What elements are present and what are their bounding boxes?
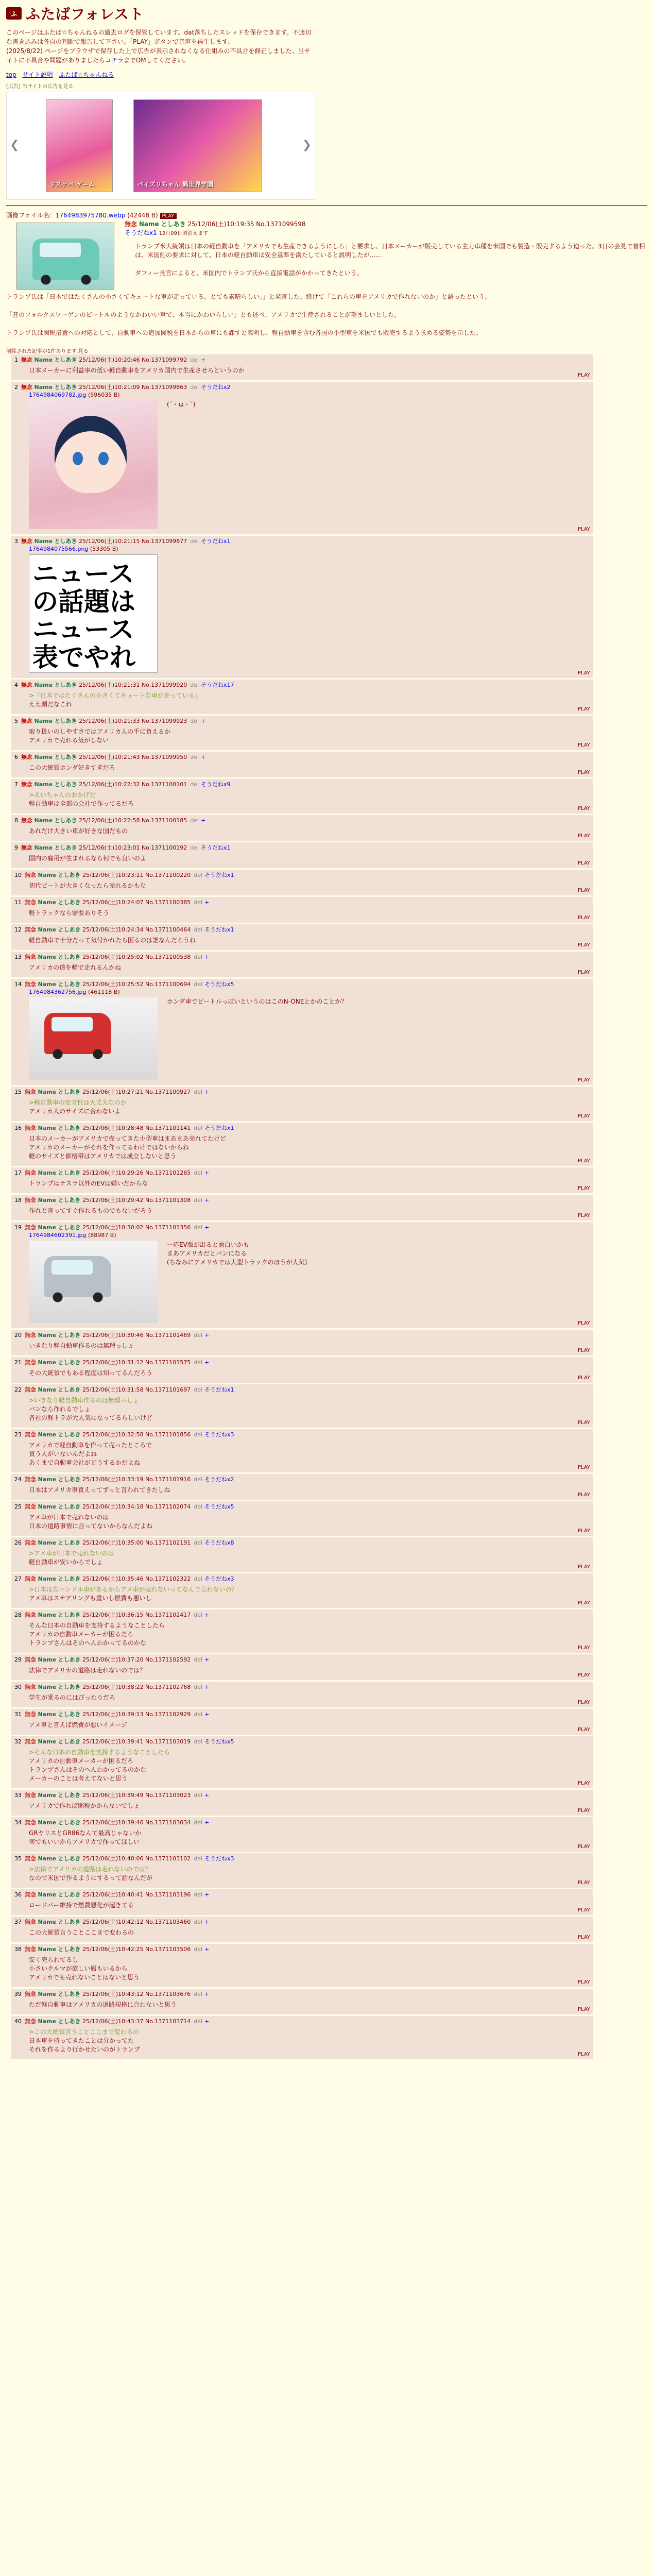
sodane-button[interactable]: そうだねx1 bbox=[204, 872, 234, 878]
play-button[interactable]: PLAY bbox=[577, 915, 590, 921]
play-button[interactable]: PLAY bbox=[577, 1213, 590, 1218]
play-button[interactable]: PLAY bbox=[577, 970, 590, 975]
reply-body: 軽トラックなら需要ありそう bbox=[29, 909, 109, 917]
reply-list bbox=[6, 354, 647, 2059]
op-body-cont: トランプ氏は「日本ではたくさんの小さくてキュートな車が走っている。とても素晴らしい。」と発言した。続けて「これらの車をアメリカで作れないのか」と語ったという。 「昔のフォルクスワーゲンのビートルのようなかわいい車で、本当にかわいらしい」とも述べ、アメリカで生産されることが望ましいとした。 トランプ氏は関税措置への対応として、自動車への追加関税を日本からの車にも課すと表明し、軽自動車を含む各国の小型車を米国でも販売するよう求める姿勢を示した。 bbox=[6, 293, 491, 336]
reply-body: 国内の雇用が生まれるなら何でも良いのよ bbox=[29, 855, 147, 862]
reply-file-line: 1764984602391.jpg (88987 B) bbox=[29, 1232, 116, 1239]
sodane-button[interactable]: そうだねx1 bbox=[204, 1125, 234, 1131]
sodane-button[interactable]: + bbox=[204, 1991, 210, 1997]
nav-futaba-link[interactable]: ふたば☆ちゃんねる bbox=[59, 71, 114, 78]
sodane-button[interactable]: + bbox=[204, 1946, 210, 1953]
reply-header: 20 無念 Name としあき 25/12/06(土)10:30:46 No.1371101469 del + bbox=[14, 1332, 210, 1338]
reply-header: 33 無念 Name としあき 25/12/06(土)10:39:49 No.1371103023 del + bbox=[14, 1792, 210, 1799]
del-button[interactable]: del bbox=[194, 1170, 203, 1176]
divider bbox=[6, 205, 647, 206]
del-button[interactable]: del bbox=[194, 1386, 203, 1393]
sodane-button[interactable]: そうだねx1 bbox=[201, 538, 231, 545]
reply-post bbox=[11, 1330, 593, 1355]
reply-header: 37 無念 Name としあき 25/12/06(土)10:42:12 No.1371103460 del + bbox=[14, 1919, 210, 1925]
reply-header: 38 無念 Name としあき 25/12/06(土)10:42:25 No.1371103506 del + bbox=[14, 1946, 210, 1953]
reply-post bbox=[11, 897, 593, 923]
reply-body: この大統領ホンダ好きすぎだろ bbox=[29, 764, 115, 771]
reply-body: 作れと言ってすぐ作れるものでもないだろう bbox=[29, 1207, 153, 1214]
reply-post bbox=[11, 354, 593, 380]
sodane-button[interactable]: そうだねx2 bbox=[204, 1476, 234, 1483]
reply-body: (´・ω・`) bbox=[167, 401, 196, 408]
sodane-button[interactable]: そうだねx1 bbox=[204, 1386, 234, 1393]
del-button[interactable]: del bbox=[194, 1359, 203, 1366]
play-button[interactable]: PLAY bbox=[577, 1880, 590, 1886]
play-button[interactable]: PLAY bbox=[577, 2052, 590, 2057]
reply-header: 13 無念 Name としあき 25/12/06(土)10:25:02 No.1371100538 del + bbox=[14, 954, 210, 960]
reply-body: ただ軽自動車はアメリカの道路規格に合わないと思う bbox=[29, 2001, 177, 2008]
reply-post bbox=[11, 680, 593, 714]
sodane-button[interactable]: + bbox=[201, 754, 206, 760]
reply-post bbox=[11, 1123, 593, 1166]
sodane-button[interactable]: + bbox=[204, 1711, 210, 1718]
sodane-button[interactable]: そうだねx1 bbox=[204, 926, 234, 933]
reply-body: 初代ビートが大きくなったら売れるかもな bbox=[29, 882, 146, 889]
sodane-button[interactable]: そうだねx5 bbox=[204, 1738, 234, 1745]
reply-post bbox=[11, 1357, 593, 1383]
nav-top-link[interactable]: top bbox=[6, 71, 16, 78]
car-image bbox=[44, 1013, 111, 1054]
del-button[interactable]: del bbox=[194, 1197, 203, 1204]
reply-body: いきなり軽自動車作るのは無理っしょ bbox=[29, 1342, 134, 1349]
del-button[interactable]: del bbox=[194, 1819, 203, 1826]
del-button[interactable]: del bbox=[194, 1738, 203, 1745]
reply-post bbox=[11, 842, 593, 868]
play-button[interactable]: PLAY bbox=[577, 888, 590, 893]
file-link[interactable]: 1764984069782.jpg bbox=[29, 392, 87, 398]
reply-body: GRヤリスとGR86なんて最高じゃないか 何でもいいからアメリカで作ってほしい bbox=[29, 1829, 142, 1845]
sodane-button[interactable]: + bbox=[204, 1089, 210, 1095]
reply-header: 26 無念 Name としあき 25/12/06(土)10:35:00 No.1371102191 del そうだねx8 bbox=[14, 1539, 234, 1546]
reply-thumbnail[interactable] bbox=[29, 997, 158, 1080]
reply-body: >この大統領言うことここまで変わるの 日本車を持ってきたことは分かってた それを作るより行かせたいのがトランプ bbox=[29, 2028, 141, 2053]
reply-post bbox=[11, 1087, 593, 1121]
reply-post bbox=[11, 1709, 593, 1735]
play-button[interactable]: PLAY bbox=[577, 706, 590, 712]
reply-body: 安く売られてるし 小さいクルマが欲しい層もいるから アメリカでも売れないことはないと思う bbox=[29, 1956, 140, 1981]
reply-header: 8 無念 Name としあき 25/12/06(土)10:22:58 No.1371100185 del + bbox=[14, 817, 206, 824]
reply-header: 34 無念 Name としあき 25/12/06(土)10:39:46 No.1371103034 del + bbox=[14, 1819, 210, 1826]
reply-header: 31 無念 Name としあき 25/12/06(土)10:39:13 No.1371102929 del + bbox=[14, 1711, 210, 1718]
play-button[interactable]: PLAY bbox=[577, 1781, 590, 1786]
op-file-line: 画像ファイル名：1764983975780.webp (42448 B) PLAY bbox=[6, 211, 647, 219]
car-image bbox=[44, 1256, 111, 1297]
op-file-link[interactable]: 1764983975780.webp bbox=[55, 212, 126, 219]
sodane-button[interactable]: + bbox=[204, 1819, 210, 1826]
reply-header: 1 無念 Name としあき 25/12/06(土)10:20:46 No.1371099792 del + bbox=[14, 357, 206, 363]
reply-post bbox=[11, 1474, 593, 1500]
reply-post bbox=[11, 1537, 593, 1572]
sodane-button[interactable]: そうだねx1 bbox=[201, 844, 231, 851]
reply-body: ロードバー維持で燃費悪化が起きてる bbox=[29, 1902, 134, 1909]
ad-carousel bbox=[6, 92, 315, 200]
reply-body: その大統領でもある程度は知ってるんだろう bbox=[29, 1369, 153, 1377]
reply-body: あれだけ大きい車が好きな国だもの bbox=[29, 827, 128, 835]
reply-header: 11 無念 Name としあき 25/12/06(土)10:24:07 No.1371100385 del + bbox=[14, 899, 210, 906]
play-button[interactable]: PLAY bbox=[577, 1727, 590, 1733]
play-button[interactable]: PLAY bbox=[577, 1348, 590, 1353]
del-button[interactable]: del bbox=[194, 899, 203, 906]
sodane-button[interactable]: そうだねx5 bbox=[204, 1503, 234, 1510]
reply-post bbox=[11, 1384, 593, 1428]
reply-body: 取り扱いのしやすさではアメリカ人の手に負えるか アメリカで売れる気がしない bbox=[29, 728, 171, 744]
play-button[interactable]: PLAY bbox=[577, 670, 590, 676]
play-button[interactable]: PLAY bbox=[577, 942, 590, 948]
reply-body: 日本メーカーに利益率の低い軽自動車をアメリカ国内で生産させろというのか bbox=[29, 367, 245, 374]
reply-thumbnail[interactable] bbox=[29, 554, 158, 673]
reply-header: 5 無念 Name としあき 25/12/06(土)10:21:33 No.1371099923 del + bbox=[14, 718, 206, 724]
del-button[interactable]: del bbox=[194, 1224, 203, 1231]
del-button[interactable]: del bbox=[190, 384, 199, 391]
sodane-button[interactable]: そうだねx8 bbox=[204, 1539, 234, 1546]
reply-post bbox=[11, 1790, 593, 1816]
sodane-button[interactable]: + bbox=[204, 899, 210, 906]
reply-post bbox=[11, 1573, 593, 1608]
reply-header: 22 無念 Name としあき 25/12/06(土)10:31:58 No.1371101697 del そうだねx1 bbox=[14, 1386, 234, 1393]
reply-header: 24 無念 Name としあき 25/12/06(土)10:33:19 No.1371101916 del そうだねx2 bbox=[14, 1476, 234, 1483]
reply-body: アメリカの道を軽で走れるんかね bbox=[29, 964, 122, 971]
play-button[interactable]: PLAY bbox=[577, 1907, 590, 1913]
ad-caption: ドスケベ ゲーム bbox=[49, 181, 95, 188]
play-button[interactable]: PLAY bbox=[577, 1979, 590, 1985]
reply-body: 法律でアメリカの道路は走れないのでは？ bbox=[29, 1667, 146, 1674]
sodane-button[interactable]: + bbox=[204, 1919, 210, 1925]
play-button[interactable]: PLAY bbox=[577, 1844, 590, 1850]
ad-label: [広告] 当サイトの広告を見る bbox=[6, 84, 74, 90]
reply-body: アメ車が日本で売れないのは 日本の道路事情に合ってないからなんだよね bbox=[29, 1514, 153, 1530]
reply-header: 39 無念 Name としあき 25/12/06(土)10:43:12 No.1371103676 del + bbox=[14, 1991, 210, 1997]
ad-caption: パイズリちゃん 異世界学園 bbox=[137, 181, 214, 188]
reply-header: 6 無念 Name としあき 25/12/06(土)10:21:43 No.1371099950 del + bbox=[14, 754, 206, 760]
reply-body: >法律でアメリカの道路は走れないのでは？ なので米国で作るようにするって話なんだが bbox=[29, 1866, 153, 1882]
notice-line: このページはふたば☆ちゃんねるの過去ログを保管しています。dat落ちしたスレッドを保存できます。不適切な書き込みは各自の判断で報告して下さい。「PLAY」ボタンで音声を再生します。 bbox=[6, 29, 312, 45]
del-button[interactable]: del bbox=[194, 1089, 203, 1095]
del-button[interactable]: del bbox=[194, 1711, 203, 1718]
reply-body: トランプはテスラ以外のEVは嫌いだからな bbox=[29, 1180, 148, 1187]
play-button[interactable]: PLAY bbox=[577, 372, 590, 378]
sodane-button[interactable]: そうだねx5 bbox=[204, 981, 234, 988]
play-button[interactable]: PLAY bbox=[577, 806, 590, 811]
del-button[interactable]: del bbox=[194, 1855, 203, 1862]
sodane-button[interactable]: + bbox=[204, 1224, 210, 1231]
reply-post bbox=[11, 870, 593, 895]
sodane-button[interactable]: そうだねx1 bbox=[125, 229, 157, 236]
reply-body: >いきなり軽自動車作るのは無理っしょ バンなら作れるでしょ 各社の軽トラが大人気になってるらしいけど bbox=[29, 1397, 153, 1421]
reply-post bbox=[11, 1167, 593, 1193]
reply-post bbox=[11, 924, 593, 950]
reply-body: >日本は左ハンドル車があるからアメ車が売れないってなんで言わないの？ アメ車はステアリングも重いし燃費も悪いし bbox=[29, 1586, 238, 1602]
sodane-button[interactable]: + bbox=[204, 1359, 210, 1366]
reply-post bbox=[11, 536, 593, 678]
del-button[interactable]: del bbox=[194, 1431, 203, 1438]
play-button[interactable]: PLAY bbox=[577, 1808, 590, 1814]
reply-header: 10 無念 Name としあき 25/12/06(土)10:23:11 No.1371100220 del そうだねx1 bbox=[14, 872, 234, 878]
reply-header: 16 無念 Name としあき 25/12/06(土)10:28:48 No.1371101141 del そうだねx1 bbox=[14, 1125, 234, 1131]
del-button[interactable]: del bbox=[194, 1503, 203, 1510]
reply-header: 12 無念 Name としあき 25/12/06(土)10:24:34 No.1371100464 del そうだねx1 bbox=[14, 926, 234, 933]
reply-body: >えいちゃんのおかげだ 軽自動車は全部の会社で作ってるだろ bbox=[29, 791, 134, 807]
sodane-button[interactable]: + bbox=[204, 1170, 210, 1176]
sodane-button[interactable]: そうだねx3 bbox=[204, 1431, 234, 1438]
del-button[interactable]: del bbox=[194, 1792, 203, 1799]
reply-body: そんな日本の自動車を支持するようなことしたら アメリカの自動車メーカーが困るだろ トランプさんはそのへんわかってるのかな bbox=[29, 1622, 165, 1647]
reply-header: 36 無念 Name としあき 25/12/06(土)10:40:41 No.1371103196 del + bbox=[14, 1891, 210, 1898]
reply-post bbox=[11, 1889, 593, 1915]
play-button[interactable]: PLAY bbox=[577, 742, 590, 748]
del-button[interactable]: del bbox=[190, 718, 199, 724]
reply-header: 21 無念 Name としあき 25/12/06(土)10:31:12 No.1371101575 del + bbox=[14, 1359, 210, 1366]
reply-header: 23 無念 Name としあき 25/12/06(土)10:32:58 No.1371101856 del そうだねx3 bbox=[14, 1431, 234, 1438]
site-title[interactable]: ふたばフォレスト bbox=[26, 6, 144, 23]
reply-post bbox=[11, 1682, 593, 1707]
del-button[interactable]: del bbox=[194, 1125, 203, 1131]
sodane-button[interactable]: + bbox=[204, 1891, 210, 1898]
reply-body: 学生が乗るのにはぴったりだろ bbox=[29, 1694, 116, 1701]
reply-header: 19 無念 Name としあき 25/12/06(土)10:30:02 No.1371101356 del + bbox=[14, 1224, 210, 1231]
reply-header: 4 無念 Name としあき 25/12/06(土)10:21:31 No.1371099920 del そうだねx17 bbox=[14, 682, 234, 688]
reply-header: 7 無念 Name としあき 25/12/06(土)10:22:32 No.1371100101 del そうだねx9 bbox=[14, 781, 231, 788]
reply-body: 軽自動車で十分だって気付かれたら困るのは誰なんだろうね bbox=[29, 937, 196, 944]
reply-post bbox=[11, 2016, 593, 2059]
site-header bbox=[6, 3, 647, 24]
reply-header: 35 無念 Name としあき 25/12/06(土)10:40:06 No.1371103102 del そうだねx3 bbox=[14, 1855, 234, 1862]
sodane-button[interactable]: + bbox=[201, 817, 206, 824]
ad-banner[interactable] bbox=[46, 99, 113, 192]
play-button[interactable]: PLAY bbox=[577, 833, 590, 839]
reply-body: ホンダ車でビートルっぽいというのはこのN-ONEとかのことか？ bbox=[167, 998, 348, 1005]
sodane-button[interactable]: + bbox=[201, 718, 206, 724]
reply-post bbox=[11, 1736, 593, 1788]
file-link[interactable]: 1764984602391.jpg bbox=[29, 1232, 87, 1239]
sodane-button[interactable]: + bbox=[204, 1656, 210, 1663]
reply-header: 15 無念 Name としあき 25/12/06(土)10:27:21 No.1371100927 del + bbox=[14, 1089, 210, 1095]
del-button[interactable]: del bbox=[194, 1946, 203, 1953]
reply-body: アメリカで軽自動車を作って売ったところで 買う人がいないんだよね あくまで自動車会社がどうするかだよね bbox=[29, 1442, 152, 1466]
reply-post bbox=[11, 1609, 593, 1653]
del-button[interactable]: del bbox=[194, 981, 203, 988]
sodane-button[interactable]: + bbox=[204, 2018, 210, 2025]
reply-body: >アメ車が日本で売れないのは 軽自動車が安いからでしょ bbox=[29, 1550, 114, 1566]
sodane-button[interactable]: そうだねx2 bbox=[201, 384, 231, 391]
site-logo-icon: ふ bbox=[6, 7, 22, 20]
del-button[interactable]: del bbox=[190, 357, 199, 363]
file-link[interactable]: 1764984075566.png bbox=[29, 546, 89, 552]
reply-post bbox=[11, 382, 593, 534]
reply-body: アメ車と言えば燃費が悪いイメージ bbox=[29, 1721, 127, 1728]
reply-file-line: 1764984075566.png (53305 B) bbox=[29, 546, 118, 552]
reply-post bbox=[11, 1429, 593, 1472]
play-button[interactable]: PLAY bbox=[577, 1320, 590, 1326]
reply-header: 30 無念 Name としあき 25/12/06(土)10:38:22 No.1371102768 del + bbox=[14, 1684, 210, 1690]
reply-post bbox=[11, 1222, 593, 1328]
op-thumbnail[interactable] bbox=[16, 223, 114, 290]
sodane-button[interactable]: そうだねx9 bbox=[201, 781, 231, 788]
play-button[interactable]: PLAY bbox=[577, 1158, 590, 1164]
reply-header: 25 無念 Name としあき 25/12/06(土)10:34:18 No.1371102074 del そうだねx5 bbox=[14, 1503, 234, 1510]
play-button[interactable]: PLAY bbox=[577, 1600, 590, 1606]
reply-thumbnail[interactable] bbox=[29, 1241, 158, 1323]
del-button[interactable]: del bbox=[194, 1991, 203, 1997]
contact-link[interactable]: コチラ bbox=[105, 57, 124, 64]
del-button[interactable]: del bbox=[194, 1332, 203, 1338]
reply-header: 28 無念 Name としあき 25/12/06(土)10:36:15 No.1371102417 del + bbox=[14, 1612, 210, 1618]
reply-post bbox=[11, 1654, 593, 1680]
play-badge[interactable]: PLAY bbox=[160, 213, 177, 219]
file-link[interactable]: 1764984362756.jpg bbox=[29, 989, 87, 995]
play-button[interactable]: PLAY bbox=[577, 1077, 590, 1083]
reply-header: 18 無念 Name としあき 25/12/06(土)10:29:42 No.1371101308 del + bbox=[14, 1197, 210, 1204]
del-button[interactable]: del bbox=[194, 1684, 203, 1690]
reply-post bbox=[11, 1195, 593, 1221]
play-button[interactable]: PLAY bbox=[577, 1528, 590, 1534]
reply-body: アメリカで作れば関税かからないでしょ bbox=[29, 1802, 140, 1809]
sodane-button[interactable]: + bbox=[201, 357, 206, 363]
play-button[interactable]: PLAY bbox=[577, 1645, 590, 1651]
sodane-button[interactable]: + bbox=[204, 1332, 210, 1338]
reply-header: 2 無念 Name としあき 25/12/06(土)10:21:09 No.1371099863 del そうだねx2 bbox=[14, 384, 231, 391]
reply-body: >「日本ではたくさんの小さくてキュートな車が走っている」 ええ顔だなこれ bbox=[29, 692, 201, 708]
reply-file-line: 1764984069782.jpg (596035 B) bbox=[29, 392, 120, 398]
reply-post bbox=[11, 779, 593, 814]
op-post bbox=[6, 211, 647, 354]
reply-body: 一応EV版が出ると面白いかも まあアメリカだとバンになる (ちなみにアメリカでは大型トラックのほうが人気) bbox=[167, 1241, 307, 1266]
nav-links bbox=[6, 70, 647, 79]
sodane-button[interactable]: + bbox=[204, 1684, 210, 1690]
del-button[interactable]: del bbox=[194, 1891, 203, 1898]
reply-header: 17 無念 Name としあき 25/12/06(土)10:29:26 No.1371101265 del + bbox=[14, 1170, 210, 1176]
site-notice bbox=[6, 28, 315, 65]
reply-post bbox=[11, 815, 593, 841]
play-button[interactable]: PLAY bbox=[577, 770, 590, 775]
reply-body: >軽自動車の安全性は大丈夫なのか アメリカ人のサイズに合わないよ bbox=[29, 1099, 127, 1115]
reply-post bbox=[11, 1944, 593, 1987]
del-button[interactable]: del bbox=[190, 817, 199, 824]
play-button[interactable]: PLAY bbox=[577, 1935, 590, 1940]
car-image bbox=[32, 239, 99, 280]
reply-post bbox=[11, 752, 593, 777]
play-button[interactable]: PLAY bbox=[577, 1185, 590, 1191]
notice-line: (2025/8/22) ページをブラウザで保存した上で広告が表示されなくなる仕組みの不具合を修正しました。当サイトに不具合や問題がありましたらコチラまでDMしてください。 bbox=[6, 47, 311, 64]
sodane-button[interactable]: そうだねx3 bbox=[204, 1855, 234, 1862]
play-button[interactable]: PLAY bbox=[577, 1564, 590, 1570]
reply-header: 32 無念 Name としあき 25/12/06(土)10:39:41 No.1371103019 del そうだねx5 bbox=[14, 1738, 234, 1745]
del-button[interactable]: del bbox=[194, 1539, 203, 1546]
reply-post bbox=[11, 1989, 593, 2014]
reply-header: 3 無念 Name としあき 25/12/06(土)10:21:15 No.1371099877 del そうだねx1 bbox=[14, 538, 231, 545]
reply-body: この大統領言うことここまで変わるの bbox=[29, 1929, 134, 1936]
del-button[interactable]: del bbox=[194, 926, 203, 933]
reply-post bbox=[11, 1853, 593, 1888]
sodane-button[interactable]: + bbox=[204, 1612, 210, 1618]
del-button[interactable]: del bbox=[190, 754, 199, 760]
reply-header: 40 無念 Name としあき 25/12/06(土)10:43:37 No.1371103714 del + bbox=[14, 2018, 210, 2025]
del-button[interactable]: del bbox=[194, 872, 203, 878]
reply-header: 27 無念 Name としあき 25/12/06(土)10:35:46 No.1371102322 del そうだねx3 bbox=[14, 1575, 234, 1582]
play-button[interactable]: PLAY bbox=[577, 2007, 590, 2012]
reply-body: 日本はアメリカ車買えってずっと言われてきたしね bbox=[29, 1486, 170, 1494]
sodane-button[interactable]: そうだねx17 bbox=[201, 682, 234, 688]
del-button[interactable]: del bbox=[194, 2018, 203, 2025]
play-button[interactable]: PLAY bbox=[577, 1492, 590, 1498]
play-button[interactable]: PLAY bbox=[577, 1672, 590, 1678]
nav-about-link[interactable]: サイト説明 bbox=[22, 71, 53, 78]
chevron-left-icon[interactable]: ❮ bbox=[10, 139, 20, 151]
reply-post bbox=[11, 1817, 593, 1852]
play-button[interactable]: PLAY bbox=[577, 1420, 590, 1426]
del-button[interactable]: del bbox=[194, 1575, 203, 1582]
image-caption: ニュース の話題は ニュース 表でやれ bbox=[32, 558, 135, 672]
play-button[interactable]: PLAY bbox=[577, 1465, 590, 1470]
del-button[interactable]: del bbox=[190, 682, 199, 688]
play-button[interactable]: PLAY bbox=[577, 860, 590, 866]
reply-post bbox=[11, 952, 593, 977]
reply-file-line: 1764984362756.jpg (461118 B) bbox=[29, 989, 120, 995]
reply-header: 9 無念 Name としあき 25/12/06(土)10:23:01 No.1371100192 del そうだねx1 bbox=[14, 844, 231, 851]
sodane-button[interactable]: + bbox=[204, 1792, 210, 1799]
sodane-button[interactable]: + bbox=[204, 1197, 210, 1204]
play-button[interactable]: PLAY bbox=[577, 1700, 590, 1705]
sodane-button[interactable]: + bbox=[204, 954, 210, 960]
chevron-right-icon[interactable]: ❯ bbox=[302, 139, 312, 151]
reply-header: 29 無念 Name としあき 25/12/06(土)10:37:20 No.1371102592 del + bbox=[14, 1656, 210, 1663]
ad-banner[interactable] bbox=[133, 99, 262, 192]
reply-post bbox=[11, 1917, 593, 1942]
del-button[interactable]: del bbox=[194, 1476, 203, 1483]
reply-post bbox=[11, 1501, 593, 1536]
play-button[interactable]: PLAY bbox=[577, 1113, 590, 1119]
del-button[interactable]: del bbox=[194, 1612, 203, 1618]
del-button[interactable]: del bbox=[190, 781, 199, 788]
op-body: トランプ米大統領は日本の軽自動車を「アメリカでも生産できるようにしろ」と要求し、日本メーカーが販売している主力車種を米国でも製造・販売するよう迫った。3日の会見で首相は、米国側の要求に対して、日本の軽自動車は安全基準を満たしていると説明したが…… ダフィー長官によると、米国内でトランプ氏から直接電話がかかってきたという。 bbox=[135, 243, 645, 277]
play-button[interactable]: PLAY bbox=[577, 1375, 590, 1381]
reply-thumbnail[interactable] bbox=[29, 400, 158, 529]
del-button[interactable]: del bbox=[190, 538, 199, 545]
play-button[interactable]: PLAY bbox=[577, 527, 590, 532]
reply-body: >そんな日本の自動車を支持するようなことしたら アメリカの自動車メーカーが困るだろ トランプさんはそのへんわかってるのかな メーカーのことは考えてないと思う bbox=[29, 1749, 170, 1782]
op-meta: 無念 Name としあき 25/12/06(土)10:19:35 No.1371099598 そうだねx1 12月09日頃消えます bbox=[125, 221, 306, 236]
reply-post bbox=[11, 716, 593, 750]
reply-header: 14 無念 Name としあき 25/12/06(土)10:25:52 No.1371100694 del そうだねx5 bbox=[14, 981, 234, 988]
del-button[interactable]: del bbox=[194, 954, 203, 960]
reply-post bbox=[11, 979, 593, 1085]
sodane-button[interactable]: そうだねx3 bbox=[204, 1575, 234, 1582]
del-button[interactable]: del bbox=[194, 1919, 203, 1925]
del-button[interactable]: del bbox=[190, 844, 199, 851]
del-button[interactable]: del bbox=[194, 1656, 203, 1663]
deleted-notice[interactable]: 削除された記事が1件あります.見る bbox=[6, 349, 89, 354]
reply-body: 日本のメーカーがアメリカで売ってきた小型車はまあまあ売れてたけど アメリカのメーカーがそれを作ってるわけではないからね 軽のサイズと価格帯はアメリカでは成立しないと思う bbox=[29, 1135, 226, 1160]
